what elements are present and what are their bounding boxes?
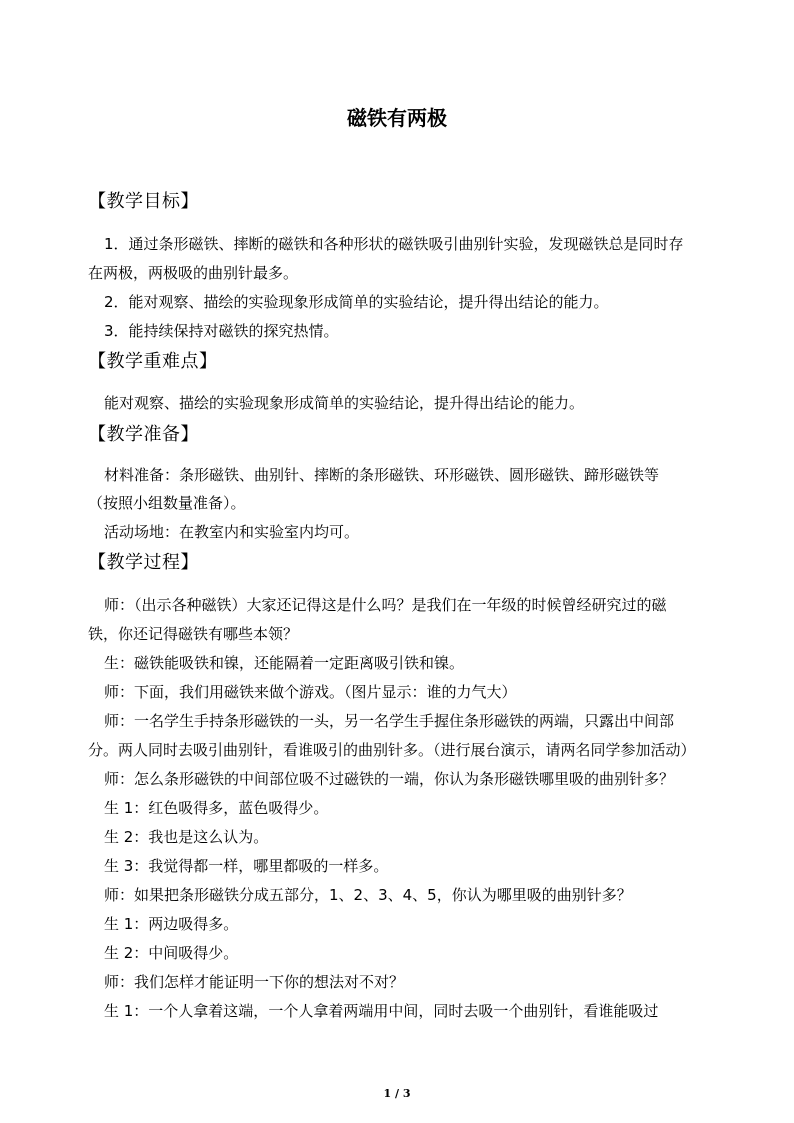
preparation-line: 材料准备：条形磁铁、曲别针、摔断的条形磁铁、环形磁铁、圆形磁铁、蹄形磁铁等: [104, 466, 660, 484]
objectives-line: 2．能对观察、描绘的实验现象形成简单的实验结论，提升得出结论的能力。: [104, 293, 609, 311]
preparation-line: （按照小组数量准备）。: [88, 494, 246, 512]
heading-preparation: 【教学准备】: [88, 424, 199, 445]
process-line: 生 1：红色吸得多，蓝色吸得少。: [104, 799, 329, 817]
process-line: 生：磁铁能吸铁和镍，还能隔着一定距离吸引铁和镍。: [104, 654, 465, 672]
heading-process: 【教学过程】: [88, 552, 199, 573]
process-line: 生 1：一个人拿着这端，一个人拿着两端用中间，同时去吸一个曲别针，看谁能吸过: [104, 1002, 659, 1020]
key-points-line: 能对观察、描绘的实验现象形成简单的实验结论，提升得出结论的能力。: [104, 394, 585, 412]
objectives-line: 1．通过条形磁铁、摔断的磁铁和各种形状的磁铁吸引曲别针实验，发现磁铁总是同时存: [104, 235, 684, 253]
process-line: 师：一名学生手持条形磁铁的一头，另一名学生手握住条形磁铁的两端，只露出中间部: [104, 712, 675, 730]
process-line: 分。两人同时去吸引曲别针，看谁吸引的曲别针多。（进行展台演示，请两名同学参加活动）: [88, 741, 696, 759]
page-number: 1 / 3: [383, 1087, 411, 1100]
document-title: 磁铁有两极: [347, 106, 447, 130]
heading-objectives: 【教学目标】: [88, 191, 199, 212]
preparation-line: 活动场地：在教室内和实验室内均可。: [104, 523, 360, 541]
objectives-line: 3．能持续保持对磁铁的探究热情。: [104, 322, 339, 340]
process-line: 生 2：中间吸得少。: [104, 944, 239, 962]
process-line: 师：怎么条形磁铁的中间部位吸不过磁铁的一端，你认为条形磁铁哪里吸的曲别针多？: [104, 770, 675, 788]
process-line: 师：我们怎样才能证明一下你的想法对不对？: [104, 973, 405, 991]
process-line: 生 3：我觉得都一样，哪里都吸的一样多。: [104, 857, 389, 875]
process-line: 生 2：我也是这么认为。: [104, 828, 269, 846]
process-line: 铁，你还记得磁铁有哪些本领？: [88, 625, 299, 643]
process-line: 生 1：两边吸得多。: [104, 915, 239, 933]
heading-key-points: 【教学重难点】: [88, 351, 218, 372]
objectives-line: 在两极，两极吸的曲别针最多。: [88, 264, 299, 282]
process-line: 师：下面，我们用磁铁来做个游戏。（图片显示：谁的力气大）: [104, 683, 517, 701]
process-line: 师：如果把条形磁铁分成五部分，1、2、3、4、5，你认为哪里吸的曲别针多？: [104, 886, 632, 904]
process-line: 师：（出示各种磁铁）大家还记得这是什么吗？是我们在一年级的时候曾经研究过的磁: [104, 596, 667, 614]
